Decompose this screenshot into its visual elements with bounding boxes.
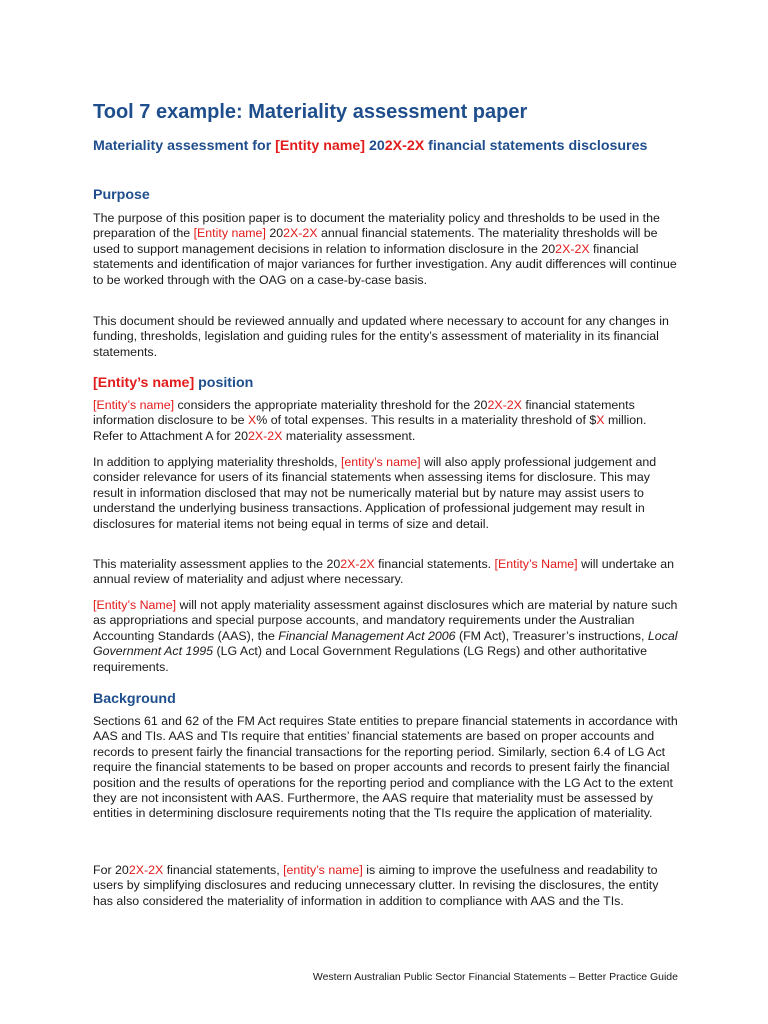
years-placeholder: 2X-2X (555, 241, 590, 256)
amount-placeholder: X (596, 413, 605, 428)
background-paragraph-1: Sections 61 and 62 of the FM Act requires State entities to prepare financial statements in accordance with AAS and TIs. AAS and TIs require that entities’ financial statements are based on proper accounts and records to present fairly the financial transactions for the reporting period. Similarly, section 6.4 of LG Act require the financial statements to be based on proper accounts and records to present fairly the financial position and the results of operations for the reporting period and compliance with the LG Act to the extent they are not inconsistent with AAS. Furthermore, the AAS require that materiality must be assessed by entities in determining disclosure requirements noting that the TIs require the application of materiality. (93, 714, 678, 821)
text-run: For 20 (93, 863, 129, 877)
document-subtitle (93, 138, 653, 155)
text-run: In addition to applying materiality thresholds, (93, 455, 341, 469)
position-paragraph-4 (93, 598, 678, 675)
background-heading: Background (93, 691, 176, 707)
document-title: Tool 7 example: Materiality assessment paper (93, 101, 528, 123)
purpose-paragraph-2: This document should be reviewed annually and updated where necessary to account for any changes in funding, thresholds, legislation and guiding rules for the entity’s assessment of materiality in its financial statements. (93, 314, 669, 359)
text-run: will undertake an annual review of materiality and adjust where necessary. (93, 557, 675, 587)
text-run: will not apply materiality assessment against disclosures which are material by nature such as appropriations and special purpose accounts, and mandatory requirements under the Australian Accounting Standards (AAS), the (93, 598, 678, 643)
years-placeholder: 2X-2X (340, 557, 375, 571)
background-paragraph-2 (93, 863, 678, 909)
subtitle-suffix: financial statements disclosures (424, 138, 648, 154)
entity-placeholder: [Entity’s Name] (494, 557, 578, 571)
text-run: will also apply professional judgement and consider relevance for users of its financial statements when assessing items for disclosure. This may result in information disclosed that may not be numerically material but by nature may assist users to understand the underlying business transactions. Application of professional judgement may result in disclosures for material items not being equal in terms of size and detail. (93, 455, 657, 531)
text-run: materiality assessment. (282, 428, 416, 443)
subtitle-sep: 20 (365, 138, 385, 154)
position-paragraph-1 (93, 398, 678, 444)
purpose-heading: Purpose (93, 187, 150, 203)
text-run: financial statements and identification of major variances for further investigation. Any audit differences will continue to be worked through with the OAG on a case-by-case basis. (93, 241, 677, 287)
entity-placeholder: [Entity’s name] (93, 398, 175, 412)
heading-entity-placeholder: [Entity’s name] (93, 375, 195, 391)
percent-placeholder: X (247, 413, 257, 428)
entity-placeholder: [Entity name] (193, 226, 266, 241)
text-run: financial statements, (163, 863, 284, 877)
purpose-paragraph-1 (93, 211, 678, 288)
page-footer: Western Australian Public Sector Financial Statements – Better Practice Guide (312, 971, 678, 983)
text-run: annual financial statements. The materiality thresholds will be used to support management decisions in relation to information disclosure in the 20 (93, 226, 658, 256)
text-run: million. Refer to Attachment A for 20 (93, 413, 647, 443)
position-heading (93, 375, 253, 391)
text-run: considers the appropriate materiality threshold for the 20 (174, 398, 488, 412)
text-run: financial statements information disclosure to be (93, 398, 635, 428)
lg-act-title: Local Government Act 1995 (93, 628, 678, 659)
text-run: financial statements. (374, 557, 495, 571)
entity-placeholder: [entity’s name] (283, 863, 363, 877)
text-run: 20 (265, 226, 284, 241)
position-paragraph-3 (93, 557, 678, 588)
years-placeholder: 2X-2X (487, 398, 522, 412)
fm-act-title: Financial Management Act 2006 (278, 628, 456, 643)
years-placeholder: 2X-2X (128, 863, 164, 877)
years-placeholder: 2X-2X (283, 226, 318, 241)
entity-placeholder: [Entity’s Name] (93, 598, 177, 612)
position-paragraph-2 (93, 455, 678, 532)
text-run: % of total expenses. This results in a materiality threshold of $ (256, 413, 597, 428)
entity-placeholder: [entity’s name] (340, 455, 421, 469)
subtitle-entity-placeholder: [Entity name] (275, 138, 366, 154)
text-run: is aiming to improve the usefulness and readability to users by simplifying disclosures and reducing unnecessary clutter. In revising the disclosures, the entity has also considered the materiality of information in addition to compliance with AAS and the TIs. (93, 863, 659, 908)
text-run: (FM Act), Treasurer’s instructions, (455, 628, 648, 643)
subtitle-prefix: Materiality assessment for (93, 138, 276, 154)
text-run: The purpose of this position paper is to document the materiality policy and thresholds to be used in the preparation of the (93, 211, 660, 241)
text-run: (LG Act) and Local Government Regulations (LG Regs) and other authoritative requirements. (93, 644, 647, 674)
text-run: This materiality assessment applies to the 20 (93, 557, 341, 571)
heading-text: position (194, 375, 254, 391)
subtitle-years-placeholder: 2X-2X (384, 138, 425, 154)
years-placeholder: 2X-2X (247, 428, 283, 443)
